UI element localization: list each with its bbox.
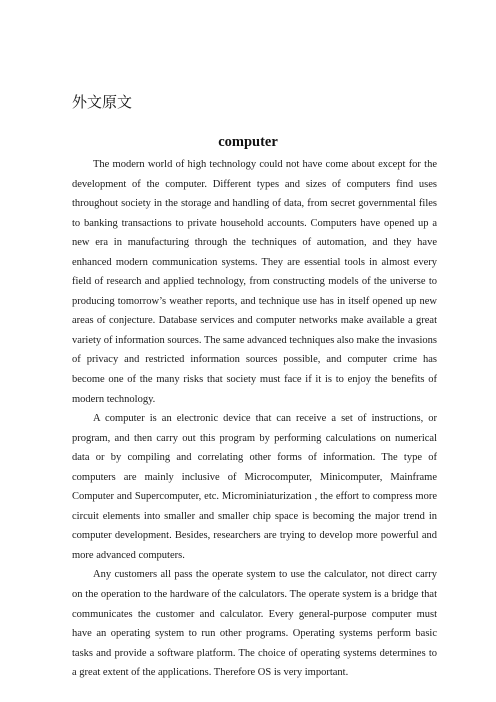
article-title: computer bbox=[218, 134, 278, 150]
section-heading: 外文原文 bbox=[72, 93, 133, 111]
paragraph-1: The modern world of high technology could not have come about except for the development of the computer. Different types and sizes of computers find uses throughout society in the storage and handling of data, from secret governmental files to banking transactions to private household accounts. Computers have opened up a new era in manufacturing through the techniques of automation, and they have enhanced modern communication systems. They are essential tools in almost every field of research and applied technology, from constructing models of the universe to producing tomorrow’s weather reports, and technique use has in itself opened up new areas of conjecture. Database services and computer networks make available a great variety of information sources. The same advanced techniques also make the invasions of privacy and restricted information sources possible, and computer crime has become one of the many risks that society must face if it is to enjoy the benefits of modern technology. bbox=[72, 159, 437, 405]
paragraph-3: Any customers all pass the operate system to use the calculator, not direct carry on the operation to the hardware of the calculators. The operate system is a bridge that communicates the customer and calculator. Every general-purpose computer must have an operating system to run other programs. Operating systems perform basic tasks and provide a software platform. The choice of operating systems determines to a great extent of the applications. Therefore OS is very important. bbox=[72, 569, 437, 679]
paragraph-2: A computer is an electronic device that can receive a set of instructions, or program, and then carry out this program by performing calculations on numerical data or by compiling and correlating other forms of information. The type of computers are mainly inclusive of Microcomputer, Minicomputer, Mainframe Computer and Supercomputer, etc. Microminiaturization , the effort to compress more circuit elements into smaller and smaller chip space is becoming the major trend in computer development. Besides, researchers are trying to develop more powerful and more advanced computers. bbox=[72, 413, 437, 561]
article-body bbox=[72, 155, 437, 683]
